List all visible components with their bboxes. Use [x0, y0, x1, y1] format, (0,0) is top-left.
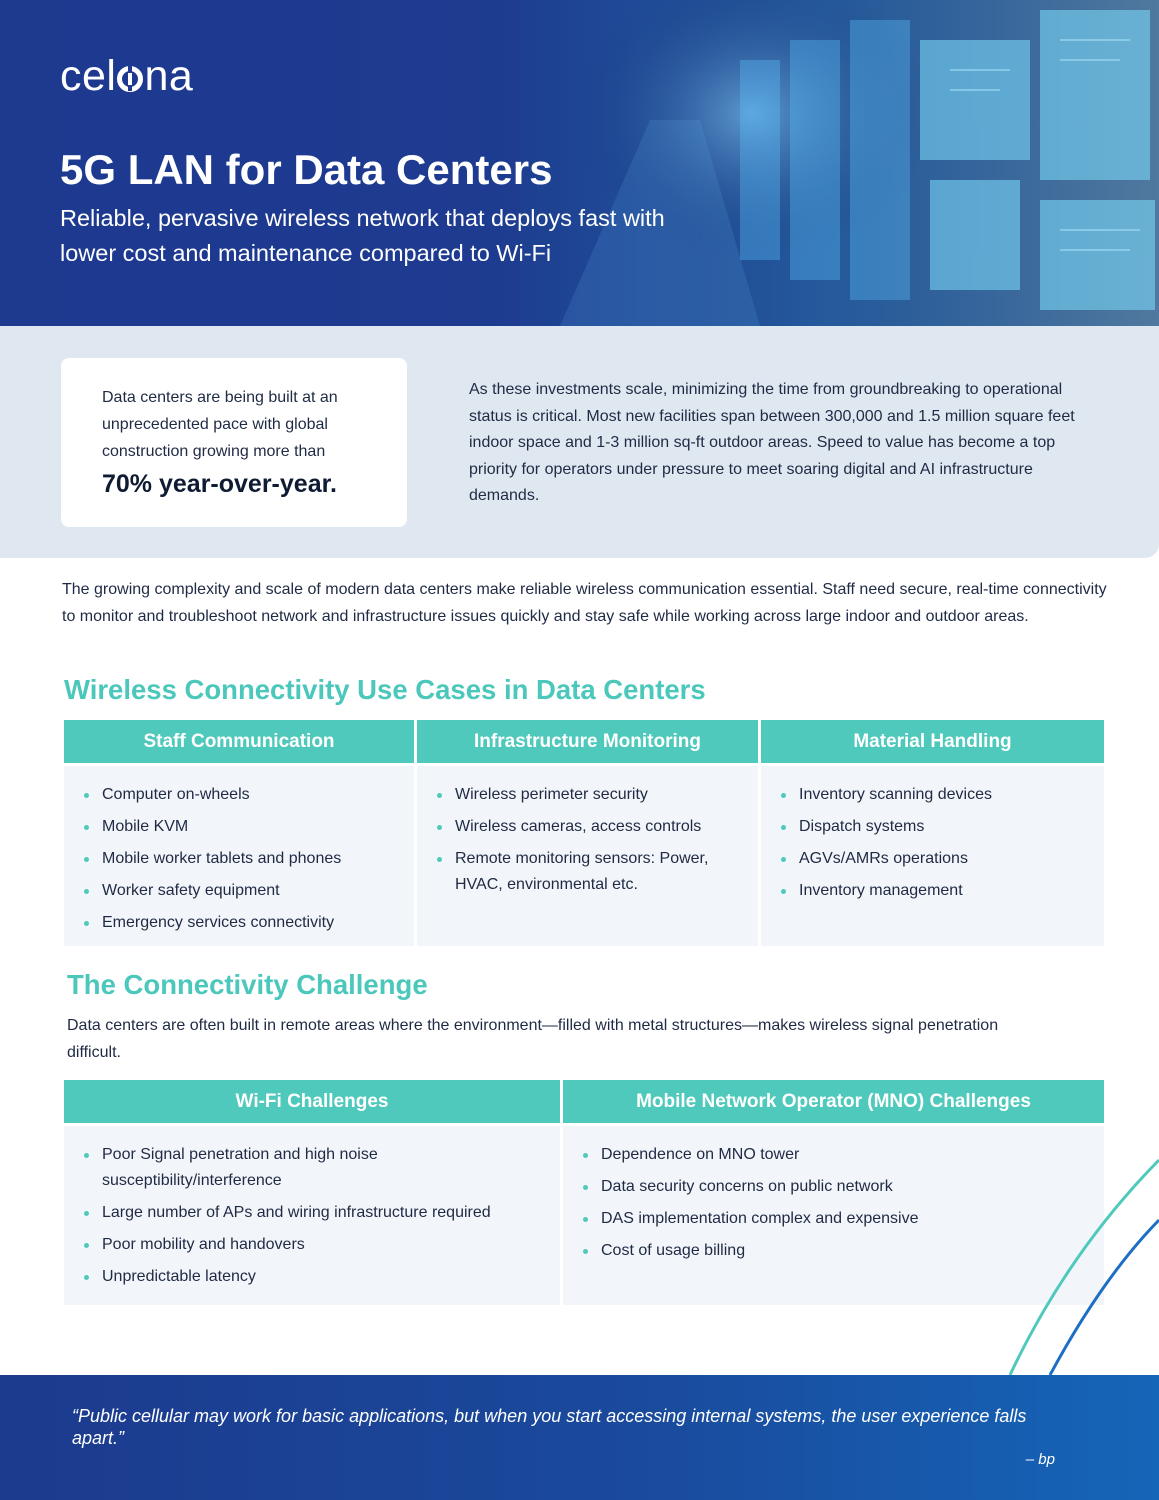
use-case-column	[417, 720, 758, 946]
hero-banner	[0, 0, 1159, 326]
use-cases-table	[64, 720, 1104, 946]
page-subtitle: Reliable, pervasive wireless network that deploys fast with lower cost and maintenance compared to Wi-Fi	[60, 205, 665, 266]
list-item: Poor Signal penetration and high noise susceptibility/interference	[80, 1142, 544, 1194]
list-item: Computer on-wheels	[80, 782, 398, 808]
intro-paragraph: As these investments scale, minimizing the time from groundbreaking to operational status is critical. Most new facilities span between 300,000 and 1.5 million square feet indoor space and 1-3 million sq-ft outdoor areas. Speed to value has become a top priority for operators under pressure to meet soaring digital and AI infrastructure demands.	[469, 381, 1075, 504]
use-case-column	[64, 720, 414, 946]
callout-text: Data centers are being built at an unprecedented pace with global construction growing more than	[102, 389, 338, 460]
logo-text-right: na	[144, 52, 194, 100]
list-item: DAS implementation complex and expensive	[579, 1206, 1088, 1232]
logo-text-left: cel	[60, 52, 117, 100]
column-body	[417, 766, 758, 946]
column-header: Mobile Network Operator (MNO) Challenges	[563, 1080, 1104, 1123]
column-header: Material Handling	[761, 720, 1104, 763]
body-paragraph: The growing complexity and scale of modern data centers make reliable wireless communication essential. Staff need secure, real-time connectivity to monitor and troubleshoot network and infrastructure issues quickly and stay safe while working across large indoor and outdoor areas.	[62, 581, 1107, 625]
use-case-column	[761, 720, 1104, 946]
challenge-column	[64, 1080, 560, 1305]
challenge-heading: The Connectivity Challenge	[67, 969, 428, 1000]
bullet-list	[80, 782, 398, 936]
logo-o-icon	[117, 66, 143, 92]
use-cases-heading: Wireless Connectivity Use Cases in Data Centers	[64, 674, 706, 705]
column-header: Staff Communication	[64, 720, 414, 763]
callout-stat-suffix: .	[329, 470, 337, 498]
customer-quote: “Public cellular may work for basic applications, but when you start accessing internal systems, the user experience falls apart.”	[72, 1406, 1027, 1448]
list-item: AGVs/AMRs operations	[777, 846, 1088, 872]
stat-callout-card	[61, 358, 407, 527]
list-item: Mobile worker tablets and phones	[80, 846, 398, 872]
bullet-list	[777, 782, 1088, 904]
list-item: Wireless perimeter security	[433, 782, 742, 808]
list-item: Poor mobility and handovers	[80, 1232, 544, 1258]
column-body	[64, 1126, 560, 1305]
challenge-paragraph: Data centers are often built in remote areas where the environment—filled with metal structures—makes wireless signal penetration difficult.	[67, 1017, 999, 1061]
list-item: Emergency services connectivity	[80, 910, 398, 936]
callout-stat	[102, 470, 377, 499]
column-header: Wi-Fi Challenges	[64, 1080, 560, 1123]
challenges-table	[64, 1080, 1104, 1305]
bullet-list	[433, 782, 742, 898]
list-item: Inventory management	[777, 878, 1088, 904]
list-item: Wireless cameras, access controls	[433, 814, 742, 840]
list-item: Large number of APs and wiring infrastructure required	[80, 1200, 544, 1226]
list-item: Cost of usage billing	[579, 1238, 1088, 1264]
quote-footer	[0, 1375, 1159, 1500]
decorative-curves-icon	[990, 1140, 1159, 1380]
list-item: Remote monitoring sensors: Power, HVAC, environmental etc.	[433, 846, 742, 898]
column-body	[761, 766, 1104, 946]
quote-attribution: – bp	[1025, 1451, 1055, 1468]
callout-stat-value: 70% year-over-year	[102, 470, 330, 498]
list-item: Unpredictable latency	[80, 1264, 544, 1290]
page-title: 5G LAN for Data Centers	[60, 146, 553, 193]
column-header: Infrastructure Monitoring	[417, 720, 758, 763]
celona-logo	[60, 52, 193, 101]
column-body	[64, 766, 414, 946]
list-item: Mobile KVM	[80, 814, 398, 840]
list-item: Dispatch systems	[777, 814, 1088, 840]
list-item: Dependence on MNO tower	[579, 1142, 1088, 1168]
list-item: Inventory scanning devices	[777, 782, 1088, 808]
list-item: Data security concerns on public network	[579, 1174, 1088, 1200]
bullet-list	[80, 1142, 544, 1290]
list-item: Worker safety equipment	[80, 878, 398, 904]
